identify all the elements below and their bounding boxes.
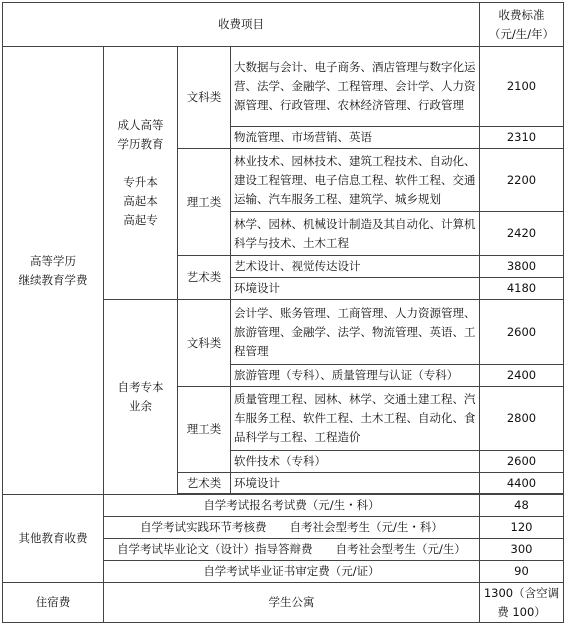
fee-cell: 2310 [480, 127, 564, 149]
majors-cell: 林业技术、园林技术、建筑工程技术、自动化、建设工程管理、电子信息工程、软件工程、交通运输、汽车服务工程、建筑学、城乡规划 [231, 149, 480, 212]
fee-cell: 48 [480, 495, 564, 517]
subgroup-adult-education-title: 成人高等 学历教育 专升本 高起本 高起专 [104, 47, 178, 300]
fee-table [2, 2, 564, 623]
fee-cell: 2400 [480, 365, 564, 387]
fee-cell: 4180 [480, 278, 564, 300]
header-item: 收费项目 [3, 3, 480, 47]
category-liberal-arts: 文科类 [178, 47, 231, 149]
majors-cell: 环境设计 [231, 473, 480, 494]
fee-cell: 120 [480, 517, 564, 539]
fee-cell: 2600 [480, 300, 564, 365]
fee-cell: 1300（含空调费 100） [480, 583, 564, 623]
majors-cell: 环境设计 [231, 278, 480, 300]
fee-cell: 2600 [480, 451, 564, 473]
majors-cell: 大数据与会计、电子商务、酒店管理与数字化运营、法学、金融学、工程管理、会计学、人力资源管理、行政管理、农林经济管理、行政管理 [231, 47, 480, 127]
other-fee-item: 自学考试实践环节考核费 自考社会型考生（元/生・科） [104, 517, 480, 539]
fee-cell: 2100 [480, 47, 564, 127]
majors-cell: 物流管理、市场营销、英语 [231, 127, 480, 149]
other-fee-item: 自学考试毕业论文（设计）指导答辩费 自考社会型考生（元/生） [104, 539, 480, 561]
fee-cell: 2800 [480, 387, 564, 451]
majors-cell: 会计学、账务管理、工商管理、人力资源管理、旅游管理、金融学、法学、物流管理、英语、工程管理 [231, 300, 480, 365]
fee-cell: 90 [480, 561, 564, 583]
majors-cell: 质量管理工程、园林、林学、交通土建工程、汽车服务工程、软件工程、土木工程、自动化、食品科学与工程、工程造价 [231, 387, 480, 451]
category-arts: 艺术类 [178, 256, 231, 300]
group-tuition-title: 高等学历 继续教育学费 [3, 47, 104, 495]
other-fee-item: 自学考试毕业证书审定费（元/证） [104, 561, 480, 583]
group-accommodation-title: 住宿费 [3, 583, 104, 623]
fee-cell: 300 [480, 539, 564, 561]
header-standard-line1: 收费标准 [498, 7, 545, 22]
subgroup-self-study-title: 自考专本 业余 [104, 300, 178, 495]
fee-cell: 4400 [480, 473, 564, 494]
majors-cell: 艺术设计、视觉传达设计 [231, 256, 480, 278]
category-science-engineering: 理工类 [178, 149, 231, 256]
group-other-fees-title: 其他教育收费 [3, 495, 104, 583]
fee-cell: 2420 [480, 212, 564, 256]
fee-cell: 3800 [480, 256, 564, 278]
majors-cell: 软件技术（专科） [231, 451, 480, 473]
accommodation-item: 学生公寓 [104, 583, 480, 623]
category-liberal-arts: 文科类 [178, 300, 231, 387]
header-standard [480, 3, 564, 47]
header-standard-line2: （元/生/年） [488, 26, 555, 41]
majors-cell: 林学、园林、机械设计制造及其自动化、计算机科学与技术、土木工程 [231, 212, 480, 256]
fee-cell: 2200 [480, 149, 564, 212]
majors-cell: 旅游管理（专科）、质量管理与认证（专科） [231, 365, 480, 387]
category-arts: 艺术类 [178, 473, 231, 494]
category-science-engineering: 理工类 [178, 387, 231, 473]
other-fee-item: 自学考试报名考试费（元/生・科） [104, 495, 480, 517]
